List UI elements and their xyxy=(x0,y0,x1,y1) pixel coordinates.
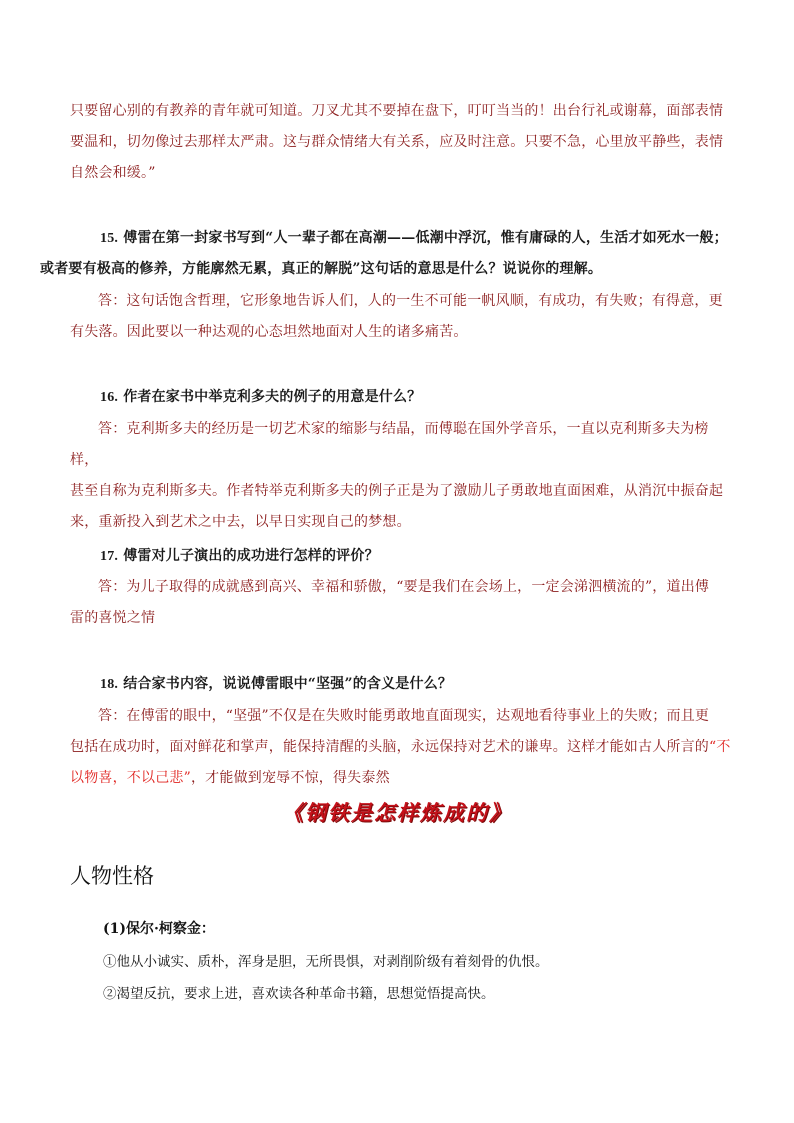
answer-17 xyxy=(70,572,732,634)
intro-line-2: 要温和，切勿像过去那样太严肃。这与群众情绪大有关系，应及时注意。只要不急，心里放平静些，表情 xyxy=(70,134,724,150)
answer-15-line-1: 答：这句话饱含哲理，它形象地告诉人们，人的一生不可能一帆风顺，有成功，有失败；有得意，更 xyxy=(98,293,723,309)
answer-16-line-1: 答：克利斯多夫的经历是一切艺术家的缩影与结晶，而傅聪在国外学音乐，一直以克利斯多夫为榜样， xyxy=(70,421,709,468)
question-18 xyxy=(70,669,735,700)
character-subheading: (1)保尔·柯察金： xyxy=(103,921,215,937)
question-17 xyxy=(70,541,735,572)
answer-18 xyxy=(70,701,732,794)
question-16-text: 作者在家书中举克利多夫的例子的用意是什么？ xyxy=(123,389,422,405)
answer-15-line-2: 有失落。因此要以一种达观的心态坦然地面对人生的诸多痛苦。 xyxy=(70,324,468,340)
question-15-number: 15. xyxy=(100,231,119,246)
question-17-number: 17. xyxy=(100,549,119,564)
trait-item-1: ①他从小诚实、质朴，浑身是胆，无所畏惧，对剥削阶级有着刻骨的仇恨。 xyxy=(103,954,549,970)
question-15 xyxy=(40,223,735,285)
answer-18-line-3: ，才能做到宠辱不惊，得失泰然 xyxy=(190,770,390,786)
trait-item-2: ②渴望反抗，要求上进，喜欢读各种革命书籍，思想觉悟提高快。 xyxy=(103,986,495,1002)
intro-line-3: 自然会和缓。” xyxy=(70,165,156,181)
answer-18-line-1: 答：在傅雷的眼中，“坚强”不仅是在失败时能勇敢地直面现实，达观地看待事业上的失败；而且更 xyxy=(98,708,710,724)
book-title-banner: 《钢铁是怎样炼成的》 xyxy=(282,800,512,825)
answer-16-line-2: 甚至自称为克利斯多夫。作者特举克利斯多夫的例子正是为了激励儿子勇敢地直面困难，从消沉中振奋起 xyxy=(70,483,724,499)
intro-paragraph xyxy=(70,96,730,189)
question-18-text: 结合家书内容，说说傅雷眼中“坚强”的含义是什么？ xyxy=(123,676,453,692)
question-17-text: 傅雷对儿子演出的成功进行怎样的评价？ xyxy=(123,548,379,564)
intro-line-1: 只要留心别的有教养的青年就可知道。刀叉尤其不要掉在盘下，叮叮当当的！出台行礼或谢幕，面部表情 xyxy=(70,103,724,119)
answer-18-quote-end: 以物喜，不以己悲” xyxy=(70,770,191,786)
answer-16 xyxy=(70,414,732,538)
question-15-line-2: 或者要有极高的修养，方能廓然无累，真正的解脱”这句话的意思是什么？说说你的理解。 xyxy=(40,261,603,277)
answer-17-line-1: 答：为儿子取得的成就感到高兴、幸福和骄傲，“要是我们在会场上，一定会涕泗横流的”，道出傅 xyxy=(98,579,710,595)
section-heading: 人物性格 xyxy=(70,864,154,888)
answer-18-quote-start: “不 xyxy=(709,739,731,755)
answer-15 xyxy=(70,286,732,348)
answer-16-line-3: 来，重新投入到艺术之中去，以早日实现自己的梦想。 xyxy=(70,514,411,530)
question-18-number: 18. xyxy=(100,677,119,692)
answer-17-line-2: 雷的喜悦之情 xyxy=(70,610,156,626)
question-16 xyxy=(70,382,735,413)
question-15-line-1: 傅雷在第一封家书写到“人一辈子都在高潮——低潮中浮沉，惟有庸碌的人，生活才如死水一般； xyxy=(123,230,728,246)
answer-18-line-2: 包括在成功时，面对鲜花和掌声，能保持清醒的头脑，永远保持对艺术的谦卑。这样才能如古人所言的 xyxy=(70,739,709,755)
question-16-number: 16. xyxy=(100,390,119,405)
